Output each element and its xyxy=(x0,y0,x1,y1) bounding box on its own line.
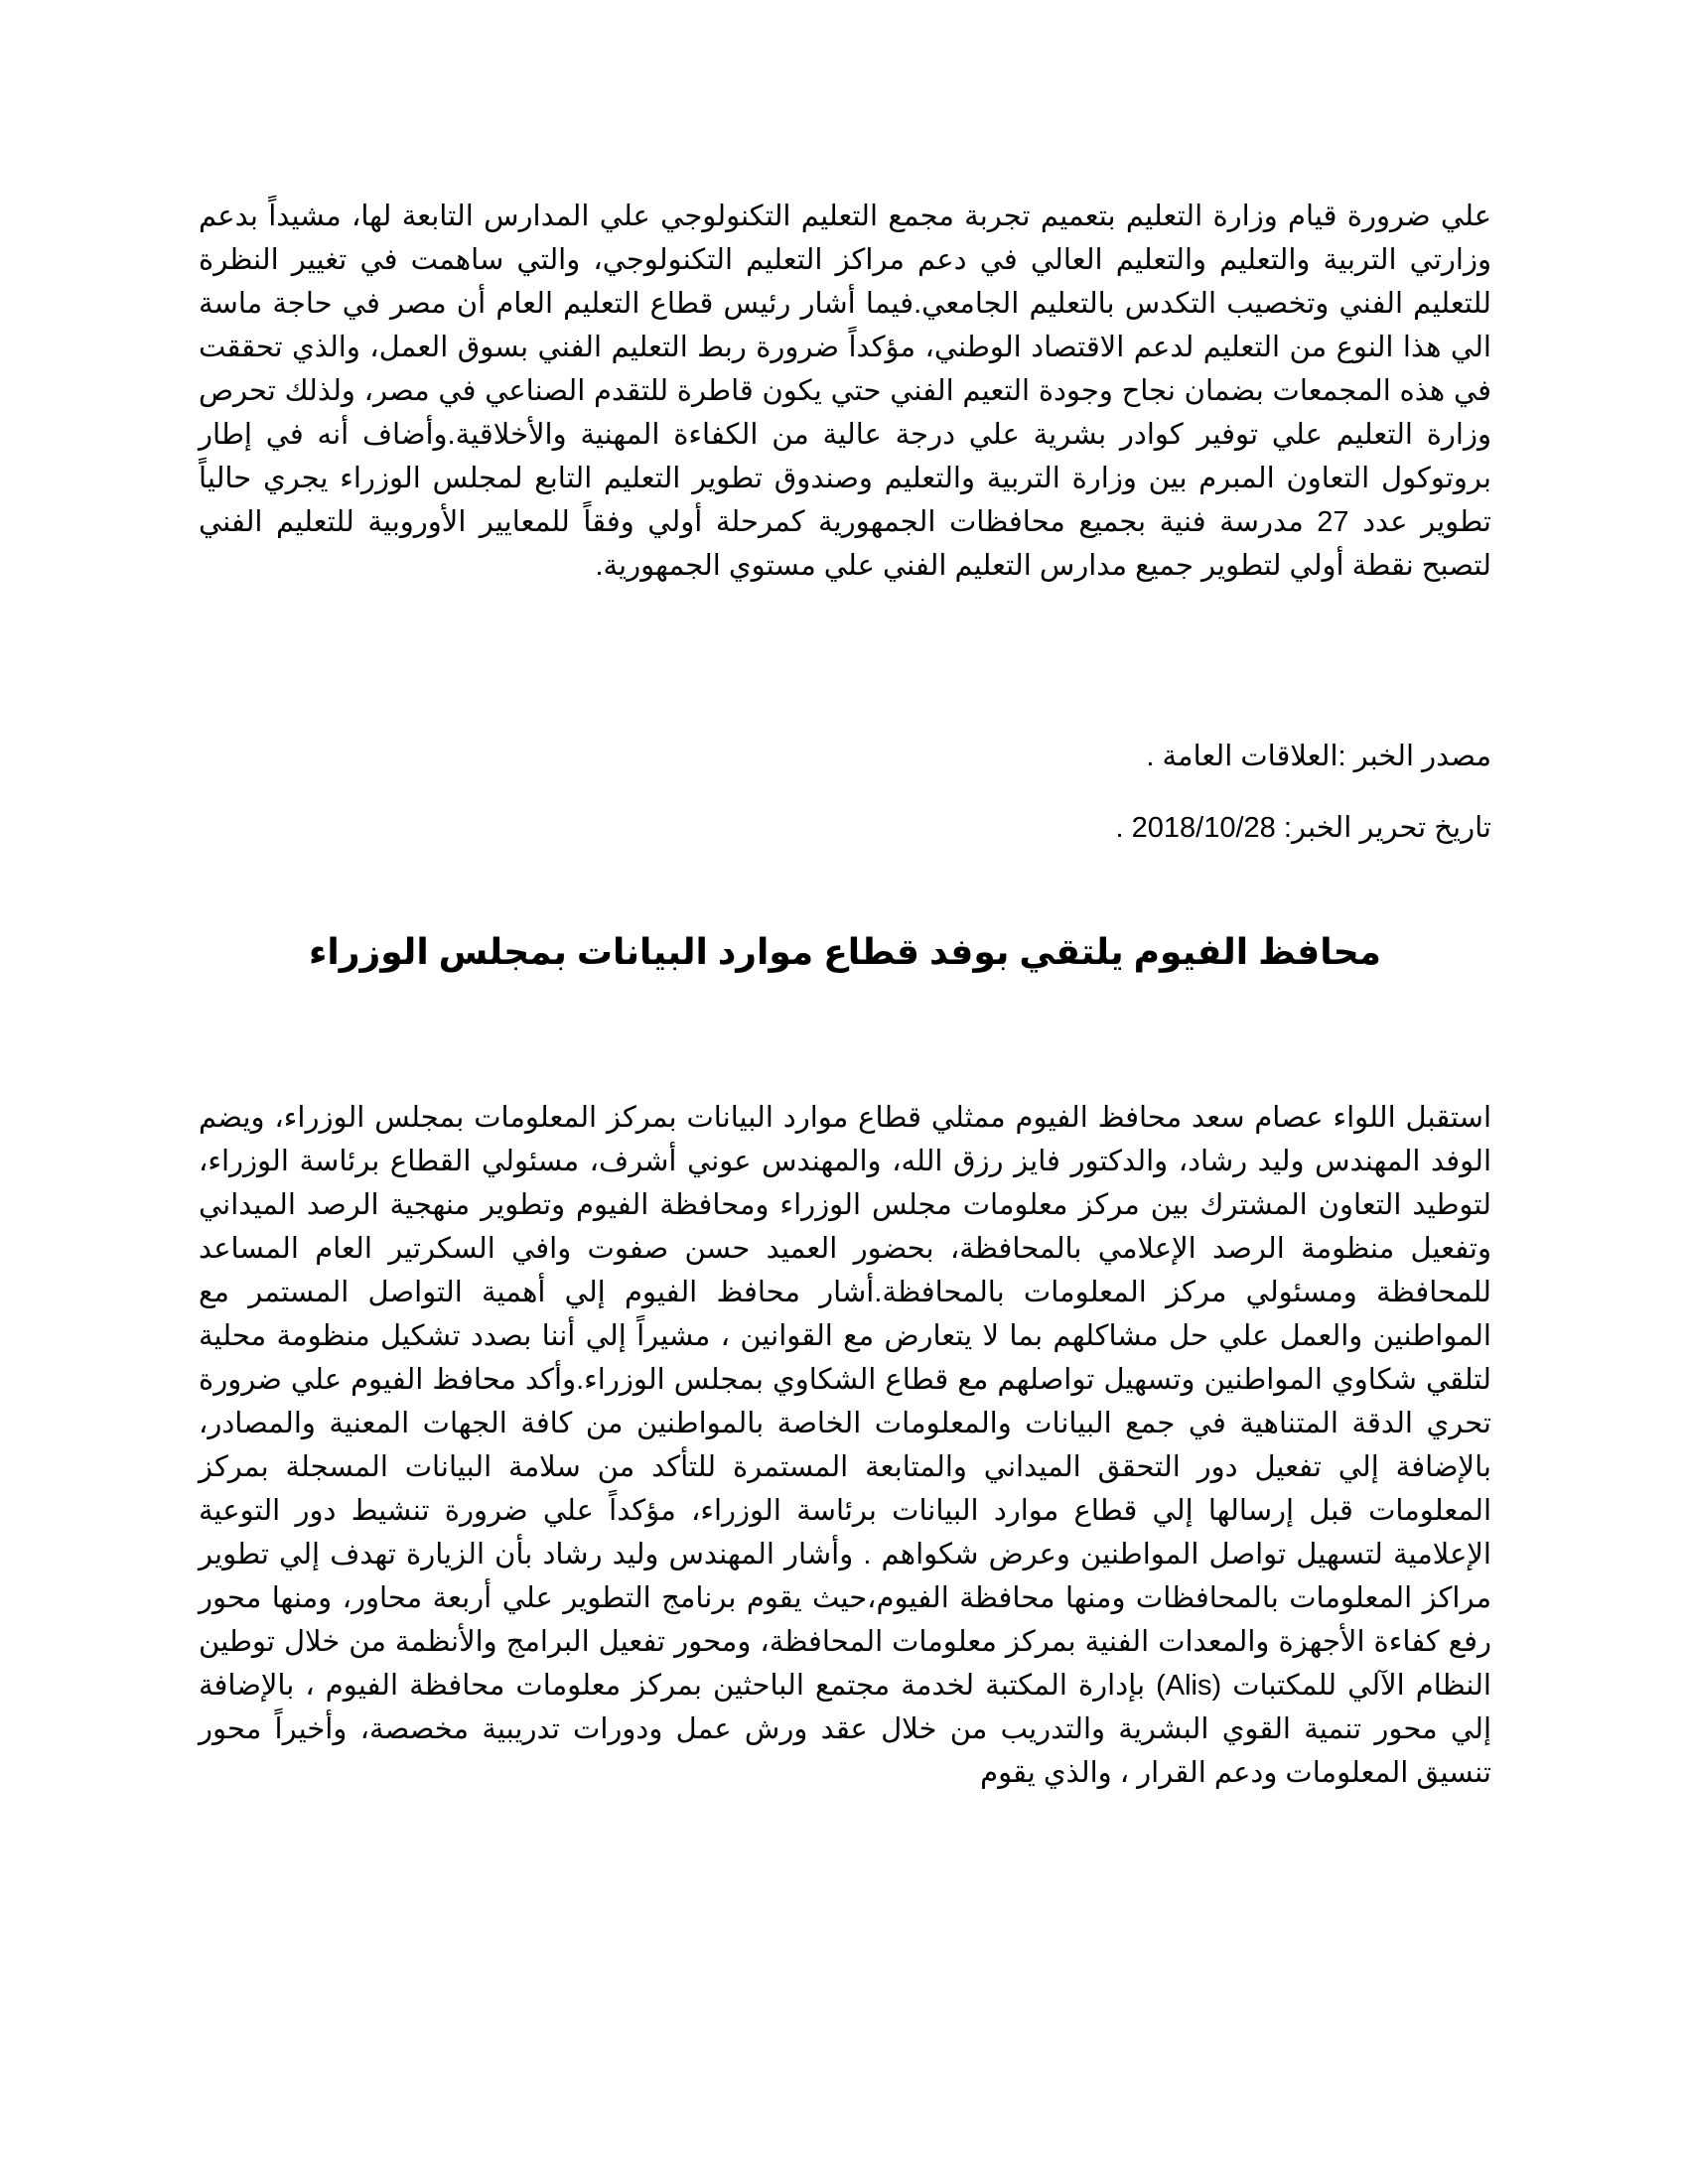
news-source-line: مصدر الخبر :العلاقات العامة . xyxy=(1146,741,1491,772)
article-continued-body: علي ضرورة قيام وزارة التعليم بتعميم تجربة مجمع التعليم التكنولوجي علي المدارس التابعة لها، مشيداً بدعم وزارتي التربية والتعليم والتعليم العالي في دعم مراكز التعليم التكنولوجي، والتي ساهمت في تغيير النظرة للتعليم الفني وتخصيب التكدس بالتعليم الجامعي.فيما أشار رئيس قطاع التعليم العام أن مصر في حاجة ماسة الي هذا النوع من التعليم لدعم الاقتصاد الوطني، مؤكداً ضرورة ربط التعليم الفني بسوق العمل، والذي تحققت في هذه المجمعات بضمان نجاح وجودة التعيم الفني حتي يكون قاطرة للتقدم الصناعي في مصر، ولذلك تحرص وزارة التعليم علي توفير كوادر بشرية علي درجة عالية من الكفاءة المهنية والأخلاقية.وأضاف أنه في إطار بروتوكول التعاون المبرم بين وزارة التربية والتعليم وصندوق تطوير التعليم التابع لمجلس الوزراء يجري حالياً تطوير عدد 27 مدرسة فنية بجميع محافظات الجمهورية كمرحلة أولي وفقاً للمعايير الأوروبية للتعليم الفني لتصبح نقطة أولي لتطوير جميع مدارس التعليم الفني علي مستوي الجمهورية. xyxy=(199,201,1491,582)
news-source xyxy=(199,735,1491,778)
article-new xyxy=(199,1096,1491,1795)
article-new-body: استقبل اللواء عصام سعد محافظ الفيوم ممثلي قطاع موارد البيانات بمركز المعلومات بمجلس الوزراء، ويضم الوفد المهندس وليد رشاد، والدكتور فايز رزق الله، والمهندس عوني أشرف، مسئولي القطاع برئاسة الوزراء، لتوطيد التعاون المشترك بين مركز معلومات مجلس الوزراء ومحافظة الفيوم وتطوير منهجية الرصد الميداني وتفعيل منظومة الرصد الإعلامي بالمحافظة، بحضور العميد حسن صفوت وافي السكرتير العام المساعد للمحافظة ومسئولي مركز المعلومات بالمحافظة.أشار محافظ الفيوم إلي أهمية التواصل المستمر مع المواطنين والعمل علي حل مشاكلهم بما لا يتعارض مع القوانين ، مشيراً إلي أننا بصدد تشكيل منظومة محلية لتلقي شكاوي المواطنين وتسهيل تواصلهم مع قطاع الشكاوي بمجلس الوزراء.وأكد محافظ الفيوم علي ضرورة تحري الدقة المتناهية في جمع البيانات والمعلومات الخاصة بالمواطنين من كافة الجهات المعنية والمصادر، بالإضافة إلي تفعيل دور التحقق الميداني والمتابعة المستمرة للتأكد من سلامة البيانات المسجلة بمركز المعلومات قبل إرسالها إلي قطاع موارد البيانات برئاسة الوزراء، مؤكداً علي ضرورة تنشيط دور التوعية الإعلامية لتسهيل تواصل المواطنين وعرض شكواهم . وأشار المهندس وليد رشاد بأن الزيارة تهدف إلي تطوير مراكز المعلومات بالمحافظات ومنها محافظة الفيوم،حيث يقوم برنامج التطوير علي أربعة محاور، ومنها محور رفع كفاءة الأجهزة والمعدات الفنية بمركز معلومات المحافظة، ومحور تفعيل البرامج والأنظمة من خلال توطين النظام الآلي للمكتبات (Alis) بإدارة المكتبة لخدمة مجتمع الباحثين بمركز معلومات محافظة الفيوم ، بالإضافة إلي محور تنمية القوي البشرية والتدريب من خلال عقد ورش عمل ودورات تدريبية مخصصة، وأخيراً محور تنسيق المعلومات ودعم القرار ، والذي يقوم xyxy=(199,1102,1491,1789)
news-date xyxy=(199,806,1491,850)
article-title: محافظ الفيوم يلتقي بوفد قطاع موارد البيانات بمجلس الوزراء xyxy=(309,931,1381,972)
article-continued xyxy=(199,195,1491,588)
news-date-line: تاريخ تحرير الخبر: 2018/10/28 . xyxy=(1115,812,1491,844)
article-heading xyxy=(199,927,1491,977)
